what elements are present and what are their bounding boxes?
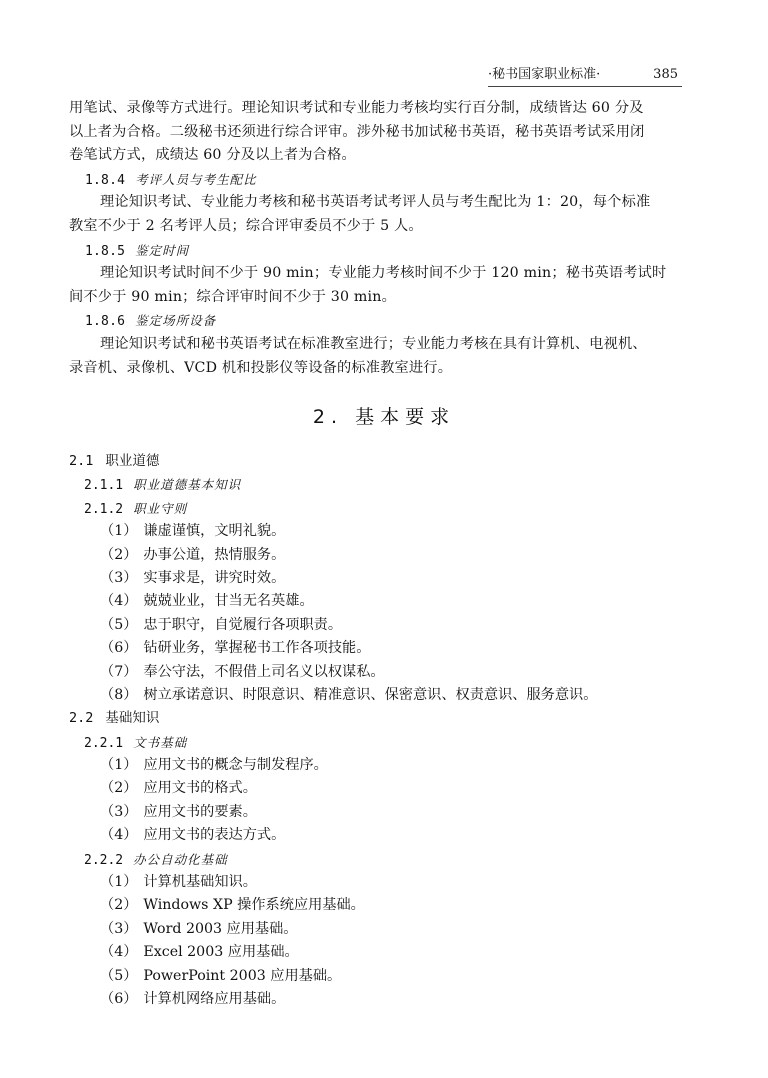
item-number: （3） (100, 803, 138, 820)
list-item (69, 590, 701, 613)
subsection-heading-1-8-4 (69, 168, 701, 192)
item-number: （1） (100, 874, 138, 891)
list-item (69, 754, 701, 777)
section-number: 2.1 (69, 453, 94, 469)
section-heading-2-1 (69, 450, 701, 473)
list-item (69, 684, 701, 707)
subsection-heading-1-8-6 (69, 309, 701, 333)
list-item (69, 871, 701, 894)
subsection-title: 文书基础 (133, 734, 188, 750)
item-number: （4） (100, 593, 138, 610)
section-1-8-continuation (69, 97, 701, 380)
paragraph-line: 理论知识考试、专业能力考核和秘书英语考试考评人员与考生配比为 1：20，每个标准 (100, 194, 651, 211)
item-number: （6） (100, 640, 138, 657)
item-number: （1） (100, 757, 138, 774)
subsection-number: 1.8.5 (85, 243, 126, 259)
list-item (69, 965, 701, 988)
list-item (69, 567, 701, 590)
list-item (69, 520, 701, 543)
subsection-title: 职业守则 (133, 500, 188, 516)
page-number: 385 (653, 67, 678, 82)
paragraph-line: 间不少于 90 min；综合评审时间不少于 30 min。 (69, 288, 397, 305)
item-number: （2） (100, 897, 138, 914)
item-number: （4） (100, 827, 138, 844)
subsection-number: 1.8.6 (85, 314, 126, 330)
item-text: 应用文书的格式。 (143, 780, 257, 797)
list-item (69, 894, 701, 917)
section-title: 基础知识 (105, 710, 160, 727)
subsection-title: 鉴定时间 (135, 242, 190, 258)
chapter-2-outline (69, 450, 701, 1011)
item-text: 应用文书的概念与制发程序。 (143, 757, 328, 774)
item-number: （6） (100, 990, 138, 1007)
item-text: Windows XP 操作系统应用基础。 (143, 897, 365, 914)
item-number: （2） (100, 780, 138, 797)
paragraph-line: 以上者为合格。二级秘书还须进行综合评审。涉外秘书加试秘书英语，秘书英语考试采用闭 (69, 123, 645, 140)
paragraph-line: 卷笔试方式，成绩达 60 分及以上者为合格。 (69, 147, 356, 164)
item-text: 计算机网络应用基础。 (143, 990, 286, 1007)
list-item (69, 777, 701, 800)
paragraph-line: 理论知识考试时间不少于 90 min；专业能力考核时间不少于 120 min；秘书英语考试时 (100, 265, 667, 282)
subsection-heading-1-8-5 (69, 239, 701, 263)
list-item (69, 941, 701, 964)
item-number: （5） (100, 967, 138, 984)
list-item (69, 544, 701, 567)
item-text: 奉公守法，不假借上司名义以权谋私。 (143, 663, 385, 680)
list-item (69, 824, 701, 847)
subsection-number: 2.2.1 (84, 735, 124, 751)
list-item (69, 918, 701, 941)
item-text: 实事求是，讲究时效。 (143, 569, 286, 586)
item-text: 兢兢业业，甘当无名英雄。 (143, 593, 314, 610)
item-text: Excel 2003 应用基础。 (143, 944, 299, 961)
list-item (69, 801, 701, 824)
list-item (69, 637, 701, 660)
item-number: （5） (100, 616, 138, 633)
subsection-title: 考评人员与考生配比 (135, 171, 257, 187)
list-item (69, 661, 701, 684)
paragraph-line: 教室不少于 2 名考评人员；综合评审委员不少于 5 人。 (69, 217, 423, 234)
item-text: 钻研业务，掌握秘书工作各项技能。 (143, 640, 371, 657)
chapter-title: 2. 基本要求 (312, 406, 456, 428)
paragraph-line: 录音机、录像机、VCD 机和投影仪等设备的标准教室进行。 (69, 359, 453, 376)
list-item (69, 614, 701, 637)
subsection-title: 办公自动化基础 (133, 851, 228, 867)
subsection-number: 2.1.2 (84, 501, 124, 517)
item-number: （4） (100, 944, 138, 961)
subsection-heading-2-1-2 (69, 497, 701, 520)
subsection-number: 2.1.1 (84, 478, 124, 494)
running-header (488, 64, 682, 87)
subsection-heading-2-1-1 (69, 473, 701, 496)
item-number: （7） (100, 663, 138, 680)
item-number: （8） (100, 686, 138, 703)
item-number: （3） (100, 569, 138, 586)
item-text: 应用文书的表达方式。 (143, 827, 286, 844)
item-text: 谦虚谨慎，文明礼貌。 (143, 523, 286, 540)
item-text: 办事公道，热情服务。 (143, 546, 286, 563)
section-title: 职业道德 (105, 453, 160, 469)
running-title: ·秘书国家职业标准· (488, 67, 601, 82)
item-text: 忠于职守，自觉履行各项职责。 (143, 616, 343, 633)
item-number: （2） (100, 546, 138, 563)
subsection-number: 1.8.4 (85, 172, 126, 188)
section-heading-2-2 (69, 707, 701, 730)
subsection-heading-2-2-1 (69, 731, 701, 754)
item-number: （3） (100, 920, 138, 937)
subsection-number: 2.2.2 (84, 852, 124, 868)
item-text: 应用文书的要素。 (143, 803, 257, 820)
item-text: 计算机基础知识。 (143, 874, 257, 891)
paragraph-line: 用笔试、录像等方式进行。理论知识考试和专业能力考核均实行百分制，成绩皆达 60 分及 (69, 100, 644, 116)
list-item (69, 988, 701, 1011)
subsection-title: 鉴定场所设备 (135, 313, 217, 329)
paragraph-line: 理论知识考试和秘书英语考试在标准教室进行；专业能力考核在具有计算机、电视机、 (100, 335, 647, 352)
item-text: 树立承诺意识、时限意识、精准意识、保密意识、权责意识、服务意识。 (143, 686, 598, 703)
item-text: Word 2003 应用基础。 (143, 920, 298, 937)
section-number: 2.2 (69, 710, 94, 727)
subsection-heading-2-2-2 (69, 848, 701, 871)
item-text: PowerPoint 2003 应用基础。 (143, 967, 342, 984)
subsection-title: 职业道德基本知识 (133, 477, 242, 493)
item-number: （1） (100, 523, 138, 540)
